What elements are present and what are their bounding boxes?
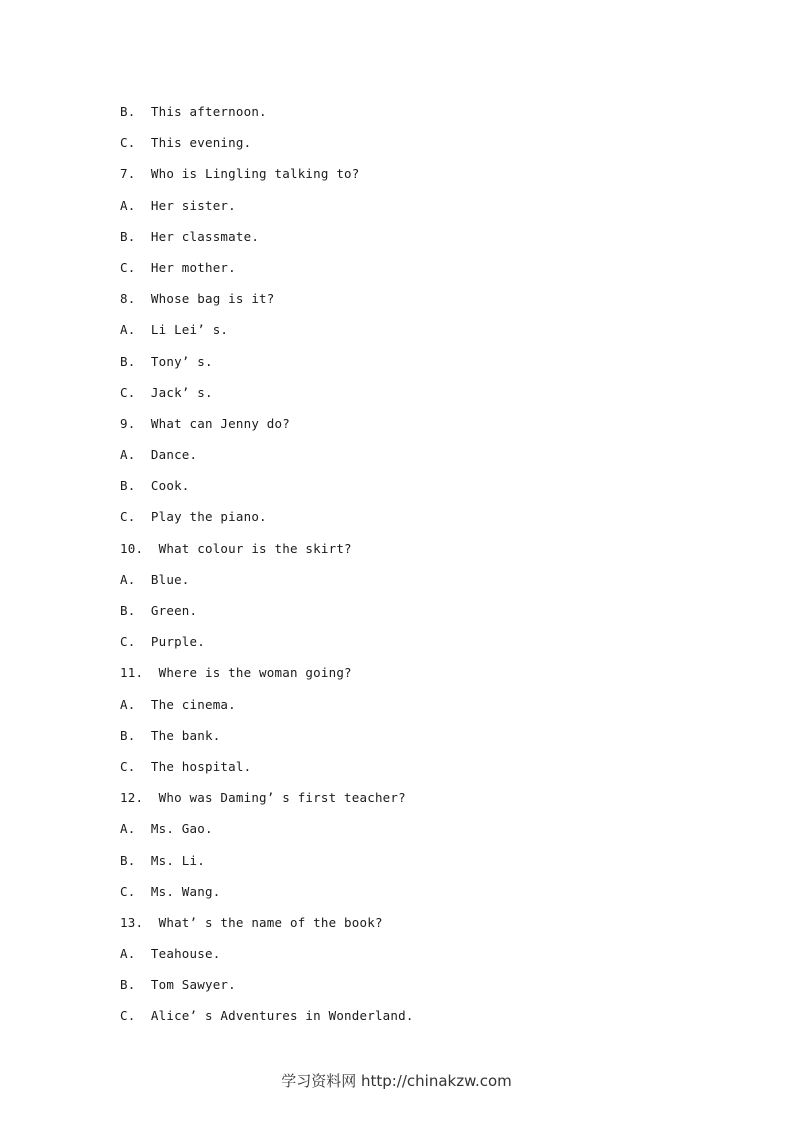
- text-line: A. Ms. Gao.: [120, 821, 213, 837]
- question-7: 7. Who is Lingling talking to?: [120, 166, 360, 182]
- text-line: B. Her classmate.: [120, 228, 260, 244]
- text-line: A. Li Lei’ s.: [120, 322, 229, 338]
- text-line: B. Ms. Li.: [120, 852, 205, 868]
- text-line: C. Jack’ s.: [120, 384, 213, 400]
- question-8: 8. Whose bag is it?: [120, 291, 275, 307]
- question-list: [120, 102, 414, 1038]
- text-line: C. Ms. Wang.: [120, 883, 221, 899]
- text-line: B. Tony’ s.: [120, 353, 213, 369]
- text-line: B. Cook.: [120, 478, 190, 494]
- text-line: C. The hospital.: [120, 758, 252, 774]
- footer-watermark: 学习资料网 http://chinakzw.com: [281, 1072, 512, 1090]
- text-line: B. Green.: [120, 603, 198, 618]
- text-line: C. This evening.: [120, 135, 252, 151]
- text-line: A. Teahouse.: [120, 946, 221, 962]
- text-line: B. The bank.: [120, 727, 221, 743]
- text-line: C. Purple.: [120, 634, 205, 650]
- question-11: 11. Where is the woman going?: [120, 665, 352, 681]
- text-line: C. Alice’ s Adventures in Wonderland.: [120, 1008, 414, 1024]
- question-9: 9. What can Jenny do?: [120, 415, 290, 431]
- text-line: A. Dance.: [120, 447, 198, 463]
- text-line: B. Tom Sawyer.: [120, 977, 236, 993]
- question-10: 10. What colour is the skirt?: [120, 540, 352, 556]
- text-line: A. Blue.: [120, 571, 190, 587]
- question-12: 12. Who was Daming’ s first teacher?: [120, 790, 406, 806]
- text-line: B. This afternoon.: [120, 104, 267, 119]
- text-line: A. Her sister.: [120, 197, 236, 213]
- question-13: 13. What’ s the name of the book?: [120, 914, 383, 930]
- text-line: A. The cinema.: [120, 696, 236, 712]
- text-line: C. Her mother.: [120, 259, 236, 275]
- text-line: C. Play the piano.: [120, 509, 267, 525]
